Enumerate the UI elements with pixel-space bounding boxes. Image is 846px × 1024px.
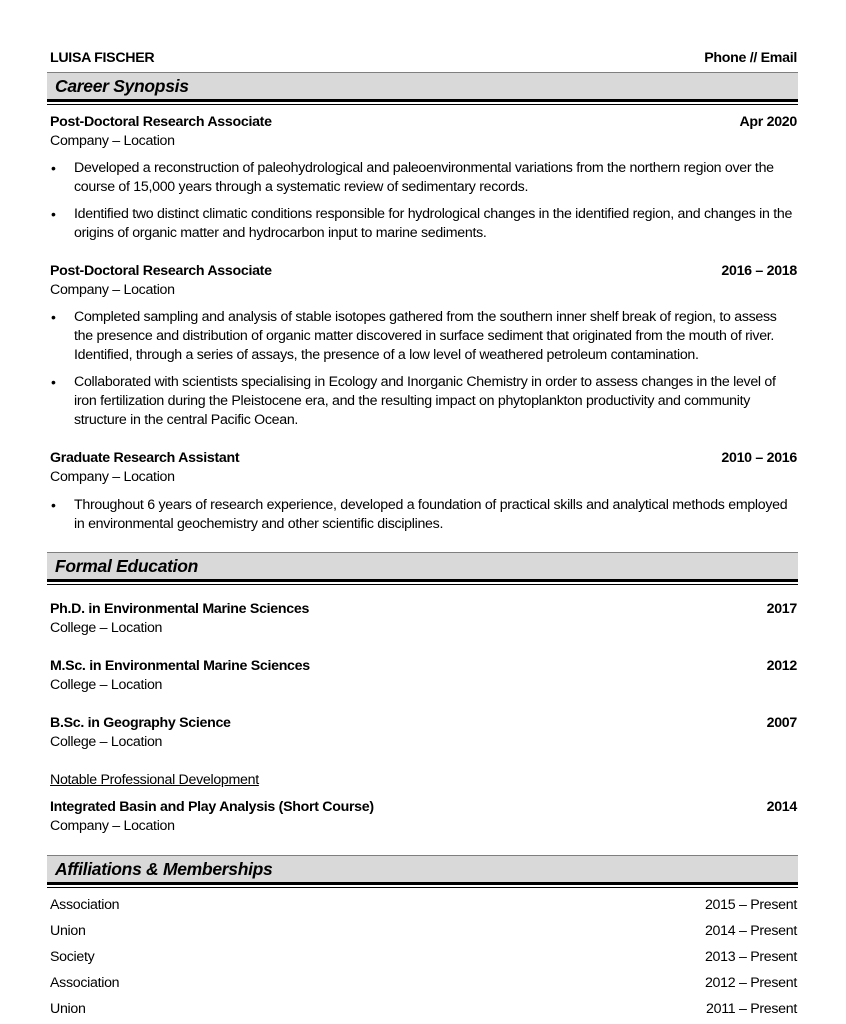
affiliation-dates: 2012 – Present [704, 975, 797, 991]
affiliation-row [50, 922, 797, 940]
pd-header [50, 798, 797, 816]
affiliation-name: Association [50, 975, 120, 991]
affiliation-name: Union [50, 923, 86, 939]
candidate-name: LUISA FISCHER [50, 50, 155, 66]
bullet-icon: • [51, 206, 56, 222]
job-bullet [50, 159, 797, 197]
affiliation-row [50, 1000, 797, 1018]
contact-info: Phone // Email [704, 50, 797, 66]
degree-date: 2017 [766, 601, 797, 617]
job-date: 2016 – 2018 [721, 263, 797, 279]
degree-school: College – Location [50, 677, 163, 693]
section-rule [47, 99, 798, 102]
job-bullet [50, 308, 797, 365]
job-title: Post-Doctoral Research Associate [50, 114, 272, 130]
degree-date: 2012 [766, 658, 797, 674]
degree-title: B.Sc. in Geography Science [50, 715, 231, 731]
bullet-text: Collaborated with scientists specialising in Ecology and Inorganic Chemistry in order to assess changes in the level of iron fertilization during the Pleistocene era, and the resulting impact on phytoplankton productivity and community structure in the central Pacific Ocean. [74, 374, 776, 428]
job-header [50, 113, 797, 131]
pd-date: 2014 [766, 799, 797, 815]
section-rule [47, 104, 798, 105]
affiliation-dates: 2014 – Present [704, 923, 797, 939]
bullet-icon: • [51, 497, 56, 513]
job-company: Company – Location [50, 133, 175, 149]
section-title-affiliations: Affiliations & Memberships [55, 859, 273, 879]
section-rule [47, 882, 798, 885]
bullet-icon: • [51, 374, 56, 390]
affiliation-row [50, 948, 797, 966]
job-header [50, 262, 797, 280]
bullet-text: Completed sampling and analysis of stable isotopes gathered from the southern inner shelf break of region, to assess the presence and distribution of organic matter discovered in surface sediment that originated from the mouth of river. Identified, through a series of assays, the presence of a low level of weathered petroleum contamination. [74, 309, 777, 363]
affiliation-name: Society [50, 949, 95, 965]
job-title: Post-Doctoral Research Associate [50, 263, 272, 279]
pd-title: Integrated Basin and Play Analysis (Short Course) [50, 799, 374, 815]
affiliation-dates: 2013 – Present [704, 949, 797, 965]
bullet-icon: • [51, 309, 56, 325]
degree-date: 2007 [766, 715, 797, 731]
degree-header [50, 714, 797, 732]
job-company: Company – Location [50, 469, 175, 485]
degree-header [50, 600, 797, 618]
pd-company: Company – Location [50, 818, 175, 834]
bullet-text: Throughout 6 years of research experience, developed a foundation of practical skills and analytical methods employed in environmental geochemistry and other scientific disciplines. [74, 497, 788, 532]
section-title-education: Formal Education [55, 556, 198, 576]
degree-header [50, 657, 797, 675]
degree-title: M.Sc. in Environmental Marine Sciences [50, 658, 310, 674]
job-bullet [50, 205, 797, 243]
header-row [50, 49, 797, 67]
section-header-education [47, 552, 798, 579]
job-bullet [50, 373, 797, 430]
section-header-career [47, 72, 798, 99]
pd-heading: Notable Professional Development [50, 772, 259, 788]
affiliation-dates: 2011 – Present [706, 1001, 797, 1017]
job-title: Graduate Research Assistant [50, 450, 240, 466]
degree-school: College – Location [50, 734, 163, 750]
section-title-career: Career Synopsis [55, 76, 189, 96]
job-date: Apr 2020 [739, 114, 797, 130]
bullet-icon: • [51, 160, 56, 176]
affiliation-name: Association [50, 897, 120, 913]
degree-school: College – Location [50, 620, 163, 636]
job-bullet [50, 496, 797, 534]
job-date: 2010 – 2016 [721, 450, 797, 466]
section-rule [47, 579, 798, 582]
affiliation-name: Union [50, 1001, 86, 1017]
section-header-affiliations [47, 855, 798, 882]
job-header [50, 449, 797, 467]
affiliation-dates: 2015 – Present [704, 897, 797, 913]
section-rule [47, 887, 798, 888]
affiliation-row [50, 896, 797, 914]
affiliation-row [50, 974, 797, 992]
degree-title: Ph.D. in Environmental Marine Sciences [50, 601, 310, 617]
bullet-text: Identified two distinct climatic conditions responsible for hydrological changes in the identified region, and changes in the origins of organic matter and hydrocarbon input to marine sediments. [74, 206, 793, 241]
section-rule [47, 584, 798, 585]
job-company: Company – Location [50, 282, 175, 298]
bullet-text: Developed a reconstruction of paleohydrological and paleoenvironmental variations from the northern region over the course of 15,000 years through a systematic review of sedimentary records. [74, 160, 774, 195]
